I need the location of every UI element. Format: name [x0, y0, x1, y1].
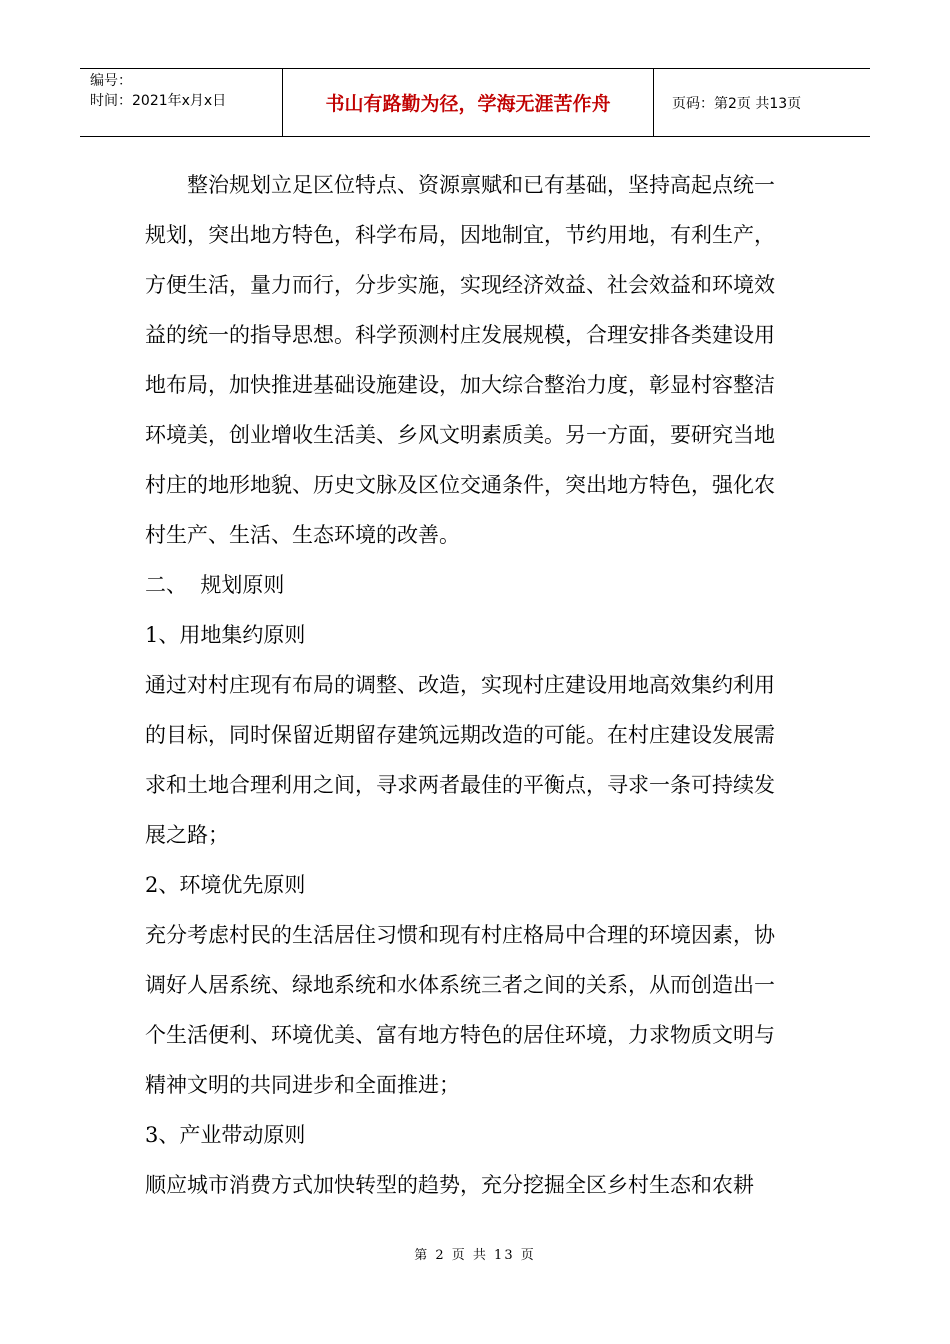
heading-land-intensive: 1、用地集约原则 [145, 623, 306, 647]
paragraph-industry-driven: 顺应城市消费方式加快转型的趋势，充分挖掘全区乡村生态和农耕 [145, 1173, 754, 1197]
paragraph-land-intensive: 通过对村庄现有布局的调整、改造，实现村庄建设用地高效集约利用的目标，同时保留近期留存建筑远期改造的可能。在村庄建设发展需求和土地合理利用之间，寻求两者最佳的平衡点，寻求一条可持续发展之路； [145, 673, 775, 847]
page-header [80, 68, 870, 137]
document-body [145, 160, 795, 1210]
header-info-cell [80, 69, 283, 136]
header-page-info-text: 页码：第2页 共13页 [672, 95, 802, 112]
paragraph-environment-first: 充分考虑村民的生活居住习惯和现有村庄格局中合理的环境因素，协调好人居系统、绿地系统和水体系统三者之间的关系，从而创造出一个生活便利、环境优美、富有地方特色的居住环境，力求物质文明与精神文明的共同进步和全面推进； [145, 923, 775, 1097]
heading-industry-driven: 3、产业带动原则 [145, 1123, 306, 1147]
header-motto: 书山有路勤为径，学海无涯苦作舟 [283, 69, 654, 136]
paragraph-guiding-thought: 整治规划立足区位特点、资源禀赋和已有基础，坚持高起点统一规划，突出地方特色，科学布局，因地制宜，节约用地，有利生产，方便生活，量力而行，分步实施，实现经济效益、社会效益和环境效益的统一的指导思想。科学预测村庄发展规模，合理安排各类建设用地布局，加快推进基础设施建设，加大综合整治力度，彰显村容整洁环境美，创业增收生活美、乡风文明素质美。另一方面，要研究当地村庄的地形地貌、历史文脉及区位交通条件，突出地方特色，强化农村生产、生活、生态环境的改善。 [145, 173, 775, 547]
document-number-label: 编号： [90, 73, 132, 89]
document-time-label: 时间：2021年x月x日 [90, 93, 227, 109]
section-heading-principles: 二、 规划原则 [145, 573, 285, 597]
page-footer: 第 2 页 共 13 页 [414, 1248, 536, 1263]
header-page-info [664, 69, 870, 136]
heading-environment-first: 2、环境优先原则 [145, 873, 306, 897]
